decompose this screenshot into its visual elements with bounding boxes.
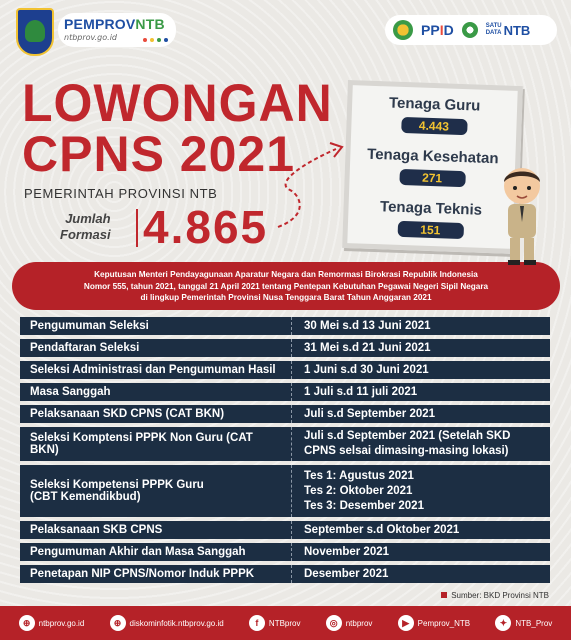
board-value-teknis: 151	[397, 221, 464, 239]
schedule-activity: Masa Sanggah	[20, 383, 292, 401]
social-link[interactable]	[249, 615, 301, 631]
jumlah-label: Jumlah Formasi	[60, 211, 111, 242]
brand-dot	[157, 38, 161, 42]
social-link[interactable]	[398, 615, 470, 631]
social-link[interactable]	[495, 615, 552, 631]
title-line-2: CPNS 2021	[22, 126, 296, 182]
board-value-guru: 4.443	[401, 117, 468, 135]
footer-social-bar	[0, 606, 571, 640]
civil-servant-illustration	[496, 166, 548, 266]
schedule-date: Desember 2021	[304, 567, 389, 580]
facebook-icon: f	[249, 615, 265, 631]
twitter-icon: ✦	[495, 615, 511, 631]
schedule-table	[20, 317, 550, 587]
social-label: NTB_Prov	[515, 618, 553, 628]
social-link[interactable]	[110, 615, 224, 631]
table-row	[20, 521, 550, 539]
schedule-activity: Pelaksanaan SKB CPNS	[20, 521, 292, 539]
board-label-teknis: Tenaga Teknis	[379, 198, 483, 219]
social-link[interactable]	[19, 615, 85, 631]
brand-dot	[143, 38, 147, 42]
schedule-activity: Pengumuman Akhir dan Masa Sanggah	[20, 543, 292, 561]
table-row	[20, 427, 550, 461]
schedule-date: 1 Juni s.d 30 Juni 2021	[304, 363, 429, 376]
social-link[interactable]	[326, 615, 373, 631]
website-icon: ⊕	[110, 615, 126, 631]
schedule-activity: Seleksi Kompetensi PPPK Guru (CBT Kemendikbud)	[20, 465, 292, 517]
satudata-logo: SATU DATA NTB	[485, 22, 531, 38]
schedule-date: September s.d Oktober 2021	[304, 523, 460, 536]
partner-logos	[385, 15, 557, 45]
board-value-kesehatan: 271	[399, 169, 466, 187]
table-row	[20, 383, 550, 401]
table-row	[20, 361, 550, 379]
divider	[136, 209, 138, 247]
brand-name: PEMPROVNTB	[64, 16, 165, 32]
schedule-activity: Pengumuman Seleksi	[20, 317, 292, 335]
board-label-guru: Tenaga Guru	[388, 94, 481, 115]
schedule-activity: Pendaftaran Seleksi	[20, 339, 292, 357]
table-row	[20, 317, 550, 335]
schedule-date: 31 Mei s.d 21 Juni 2021	[304, 341, 431, 354]
schedule-date: November 2021	[304, 545, 390, 558]
table-row	[20, 465, 550, 517]
board-label-kesehatan: Tenaga Kesehatan	[366, 145, 499, 168]
brand-badge[interactable]	[58, 13, 176, 47]
website-icon: ⊕	[19, 615, 35, 631]
schedule-activity: Pelaksanaan SKD CPNS (CAT BKN)	[20, 405, 292, 423]
instagram-icon: ◎	[326, 615, 342, 631]
schedule-date: Juli s.d September 2021 (Setelah SKD CPNS selsai dimasing-masing lokasi)	[304, 430, 511, 457]
gemilang-logo-icon	[393, 20, 413, 40]
schedule-activity: Seleksi Administrasi dan Pengumuman Hasil	[20, 361, 292, 379]
schedule-activity: Penetapan NIP CPNS/Nomor Induk PPPK	[20, 565, 292, 583]
schedule-date: Juli s.d September 2021	[304, 407, 436, 420]
schedule-date: Tes 1: Agustus 2021 Tes 2: Oktober 2021 Tes 3: Desember 2021	[304, 469, 424, 512]
schedule-activity: Seleksi Komptensi PPPK Non Guru (CAT BKN)	[20, 427, 292, 461]
satudata-logo-icon	[462, 22, 478, 38]
subtitle: PEMERINTAH PROVINSI NTB	[24, 186, 218, 201]
ppid-logo: PPID	[421, 22, 454, 38]
social-label: Pemprov_NTB	[417, 618, 471, 628]
header	[0, 0, 571, 70]
brand-url: ntbprov.go.id	[64, 33, 117, 42]
social-label: ntbprov.go.id	[38, 618, 85, 628]
ntb-emblem-icon	[16, 8, 54, 56]
total-formasi: 4.865	[143, 201, 269, 253]
social-label: diskominfotik.ntbprov.go.id	[129, 618, 224, 628]
schedule-date: 30 Mei s.d 13 Juni 2021	[304, 319, 431, 332]
table-row	[20, 543, 550, 561]
social-label: NTBprov	[268, 618, 301, 628]
table-row	[20, 339, 550, 357]
brand-dots	[143, 38, 168, 42]
brand-dot	[150, 38, 154, 42]
schedule-date: 1 Juli s.d 11 juli 2021	[304, 385, 418, 398]
source-note: Sumber: BKD Provinsi NTB	[441, 591, 549, 600]
youtube-icon: ▶	[398, 615, 414, 631]
arrow-icon	[270, 135, 350, 235]
social-label: ntbprov	[345, 618, 373, 628]
table-row	[20, 405, 550, 423]
brand-dot	[164, 38, 168, 42]
title-line-1: LOWONGAN	[22, 73, 333, 133]
decree-banner: Keputusan Menteri Pendayagunaan Aparatur Negara dan Remormasi Birokrasi Republik Indonesia Nomor 555, tahun 2021, tanggal 21 April 2021 tentang Pentepan Kebutuhan Pegawai Negeri Sipil Negara di lingkup Pemerintah Provinsi Nusa Tenggara Barat Tahun Anggaran 2021	[12, 262, 560, 310]
table-row	[20, 565, 550, 583]
